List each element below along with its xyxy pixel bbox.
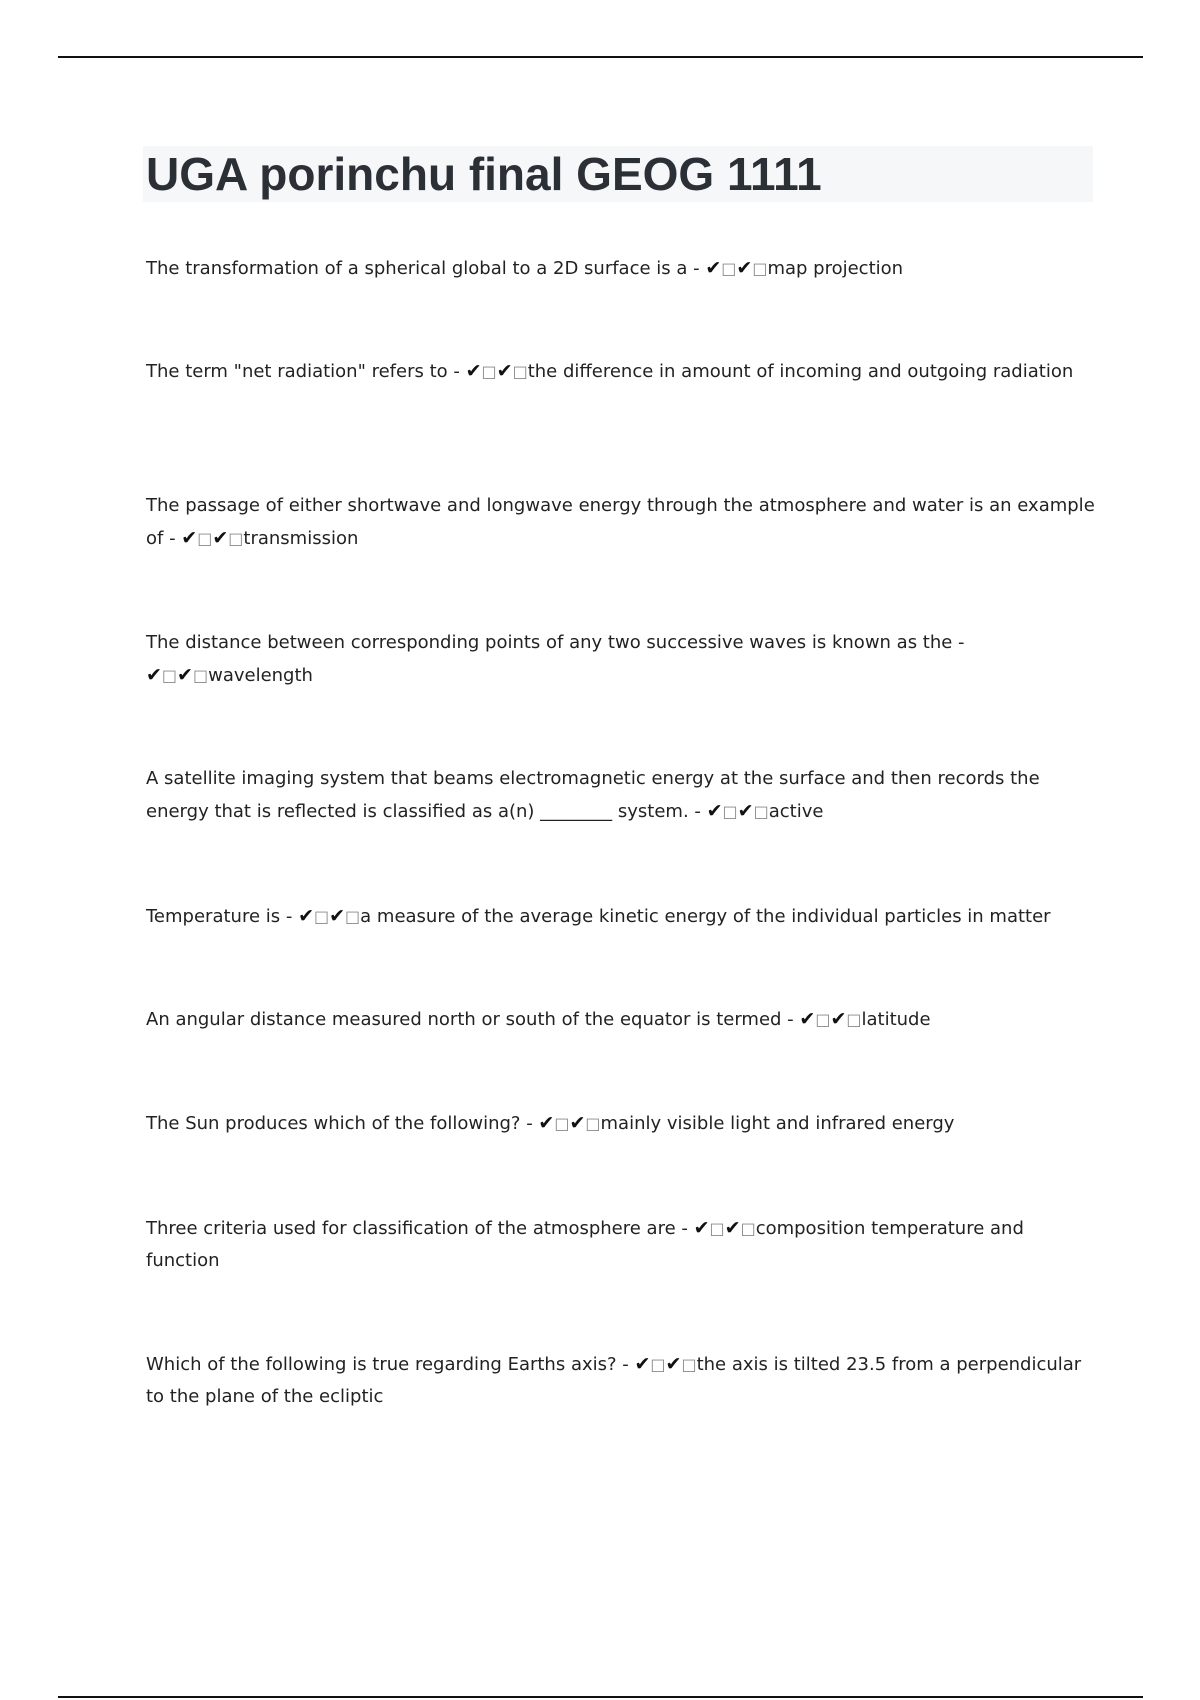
check-icon: ✔ (705, 257, 722, 279)
document-title: UGA porinchu final GEOG 1111 (146, 148, 822, 200)
box-icon: □ (815, 1010, 831, 1029)
qa-item-8 (146, 1107, 1096, 1140)
check-icon: ✔ (538, 1112, 555, 1134)
answer-text: composition temperature and function (146, 1218, 1024, 1271)
check-icon: ✔ (177, 664, 193, 686)
check-icon: ✔ (693, 1217, 710, 1239)
question-text: An angular distance measured north or south of the equator is termed - (146, 1009, 800, 1030)
question-text: Temperature is - (146, 906, 299, 927)
answer-text: mainly visible light and infrared energy (600, 1113, 955, 1134)
answer-text: a measure of the average kinetic energy of the individual particles in matter (360, 906, 1051, 927)
box-icon: □ (512, 362, 528, 381)
title-banner (143, 146, 1093, 202)
box-icon: □ (313, 907, 330, 926)
qa-item-2 (146, 355, 1096, 388)
question-text: Which of the following is true regarding Earths axis? - (146, 1354, 635, 1375)
check-icon: ✔ (569, 1112, 586, 1134)
question-text: The passage of either shortwave and longwave energy through the atmosphere and water is an example of - (146, 495, 1095, 549)
box-icon: □ (752, 259, 768, 278)
answer-text: transmission (243, 528, 359, 549)
check-icon: ✔ (724, 1217, 741, 1239)
box-icon: □ (585, 1114, 601, 1133)
qa-item-5 (146, 763, 1096, 828)
answer-text: latitude (861, 1009, 931, 1030)
check-icon: ✔ (799, 1008, 816, 1030)
qa-item-10 (146, 1348, 1096, 1413)
qa-item-3 (146, 490, 1096, 555)
box-icon: □ (481, 362, 497, 381)
check-icon: ✔ (665, 1353, 682, 1375)
box-icon: □ (554, 1114, 570, 1133)
box-icon: □ (197, 529, 213, 548)
question-text: A satellite imaging system that beams electromagnetic energy at the surface and then records the energy that is reflected is classified as a(n) ________ system. - (146, 768, 1040, 822)
check-icon: ✔ (496, 360, 513, 382)
qa-item-4 (146, 627, 1096, 692)
question-text: The Sun produces which of the following? - (146, 1113, 539, 1134)
answer-text: map projection (767, 258, 904, 279)
check-icon: ✔ (298, 905, 314, 927)
check-icon: ✔ (181, 527, 198, 549)
box-icon: □ (228, 529, 244, 548)
box-icon: □ (721, 259, 737, 278)
top-rule (58, 56, 1143, 58)
question-text: Three criteria used for classification of the atmosphere are - (146, 1218, 694, 1239)
check-icon: ✔ (212, 527, 229, 549)
check-icon: ✔ (737, 800, 754, 822)
question-text: The transformation of a spherical global to a 2D surface is a - (146, 258, 706, 279)
question-text: The term "net radiation" refers to - (146, 361, 466, 382)
box-icon: □ (681, 1355, 697, 1374)
box-icon: □ (345, 907, 361, 926)
answer-text: the axis is tilted 23.5 from a perpendicular to the plane of the ecliptic (146, 1354, 1082, 1407)
box-icon: □ (722, 802, 738, 821)
qa-item-7 (146, 1003, 1096, 1036)
check-icon: ✔ (830, 1008, 847, 1030)
box-icon: □ (161, 666, 178, 685)
bottom-rule (58, 1696, 1143, 1698)
qa-item-6 (146, 900, 1096, 933)
box-icon: □ (709, 1219, 725, 1238)
box-icon: □ (192, 666, 209, 685)
box-icon: □ (650, 1355, 666, 1374)
qa-item-9 (146, 1212, 1096, 1277)
box-icon: □ (846, 1010, 862, 1029)
check-icon: ✔ (736, 257, 753, 279)
box-icon: □ (740, 1219, 756, 1238)
question-text: The distance between corresponding points of any two successive waves is known as the - (146, 632, 965, 653)
check-icon: ✔ (329, 905, 346, 927)
check-icon: ✔ (465, 360, 482, 382)
check-icon: ✔ (634, 1353, 651, 1375)
qa-item-1 (146, 252, 1096, 285)
box-icon: □ (753, 802, 769, 821)
check-icon: ✔ (146, 664, 162, 686)
answer-text: wavelength (208, 665, 313, 686)
answer-text: active (768, 801, 824, 822)
answer-text: the difference in amount of incoming and outgoing radiation (527, 361, 1074, 382)
check-icon: ✔ (706, 800, 723, 822)
